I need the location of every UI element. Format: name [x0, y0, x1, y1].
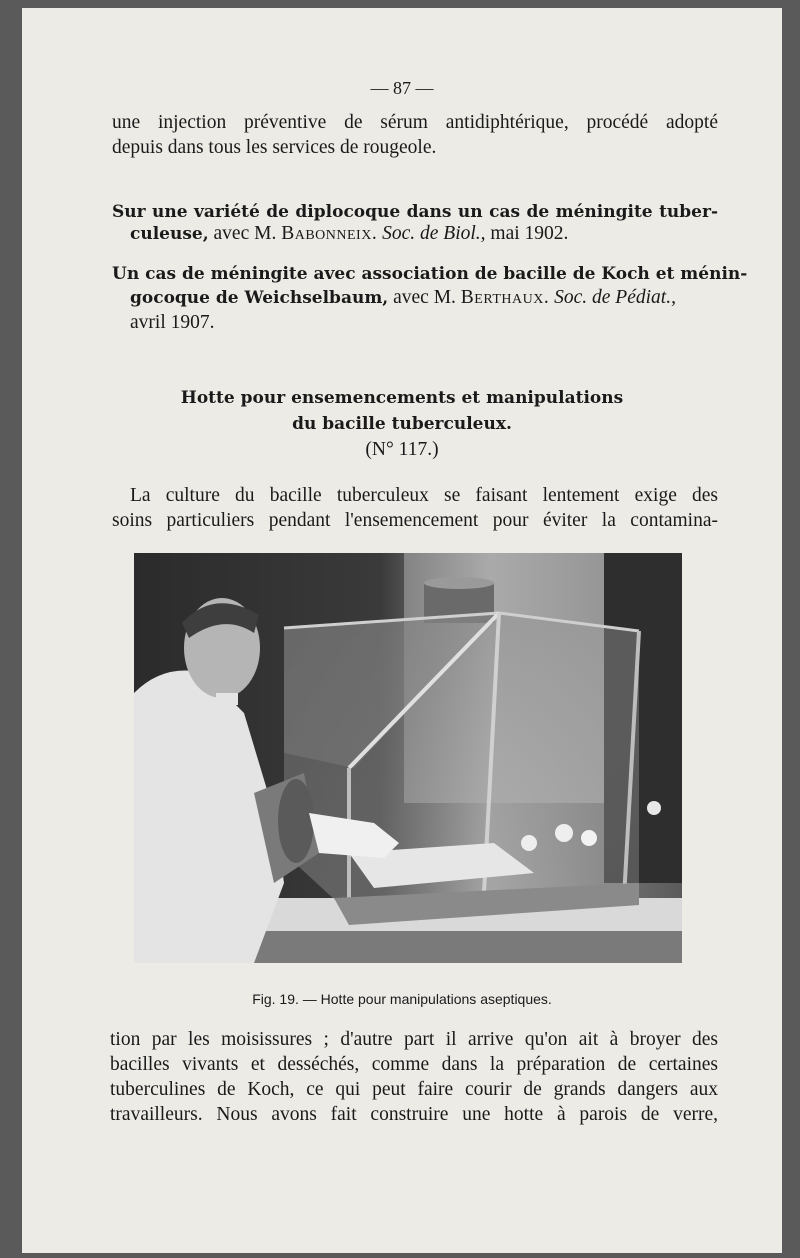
text-line: La culture du bacille tuberculeux se faisant lentement exige des — [130, 485, 718, 506]
reference-author: Berthaux. — [460, 287, 550, 308]
reference-author: Babonneix. — [281, 223, 378, 244]
figure-caption: Fig. 19. — Hotte pour manipulations aseptiques. — [252, 991, 552, 1007]
reference-title-end: gocoque de Weichselbaum, — [130, 288, 389, 308]
reference-title: Sur une variété de diplocoque dans un cas de méningite tuber- — [112, 202, 718, 222]
reference-date: mai 1902. — [490, 223, 569, 244]
book-page — [22, 8, 782, 1253]
text-line: travailleurs. Nous avons fait construire une hotte à parois de verre, — [110, 1104, 718, 1125]
text-line: tion par les moisissures ; d'autre part il arrive qu'on ait à broyer des — [110, 1029, 718, 1050]
reference-with: avec M. — [393, 287, 456, 308]
section-title: Hotte pour ensemencements et manipulations — [180, 388, 624, 408]
figure-photograph — [134, 553, 682, 963]
photograph-laboratory-hood — [134, 553, 682, 963]
text-line: bacilles vivants et desséchés, comme dans la préparation de certaines — [110, 1054, 718, 1075]
text-line: depuis dans tous les services de rougeole. — [112, 137, 437, 158]
reference-line — [130, 286, 718, 310]
section-title-cont: du bacille tuberculeux. — [292, 414, 512, 434]
reference-title-end: culeuse, — [130, 224, 209, 244]
reference-journal: Soc. de Pédiat., — [554, 287, 676, 308]
text-line: tuberculines de Koch, ce qui peut faire courir de grands dangers aux — [110, 1079, 718, 1100]
text-line: soins particuliers pendant l'ensemencement pour éviter la contamina- — [112, 510, 718, 531]
page-number: — 87 — — [370, 78, 434, 98]
text-line: une injection préventive de sérum antidiphtérique, procédé adopté — [112, 112, 718, 133]
reference-journal: Soc. de Biol., — [382, 223, 486, 244]
reference-title: Un cas de méningite avec association de bacille de Koch et ménin- — [112, 264, 748, 284]
reference-date: avril 1907. — [130, 312, 215, 333]
section-number: (N° 117.) — [365, 439, 439, 460]
reference-line — [130, 222, 568, 246]
reference-with: avec M. — [213, 223, 277, 244]
